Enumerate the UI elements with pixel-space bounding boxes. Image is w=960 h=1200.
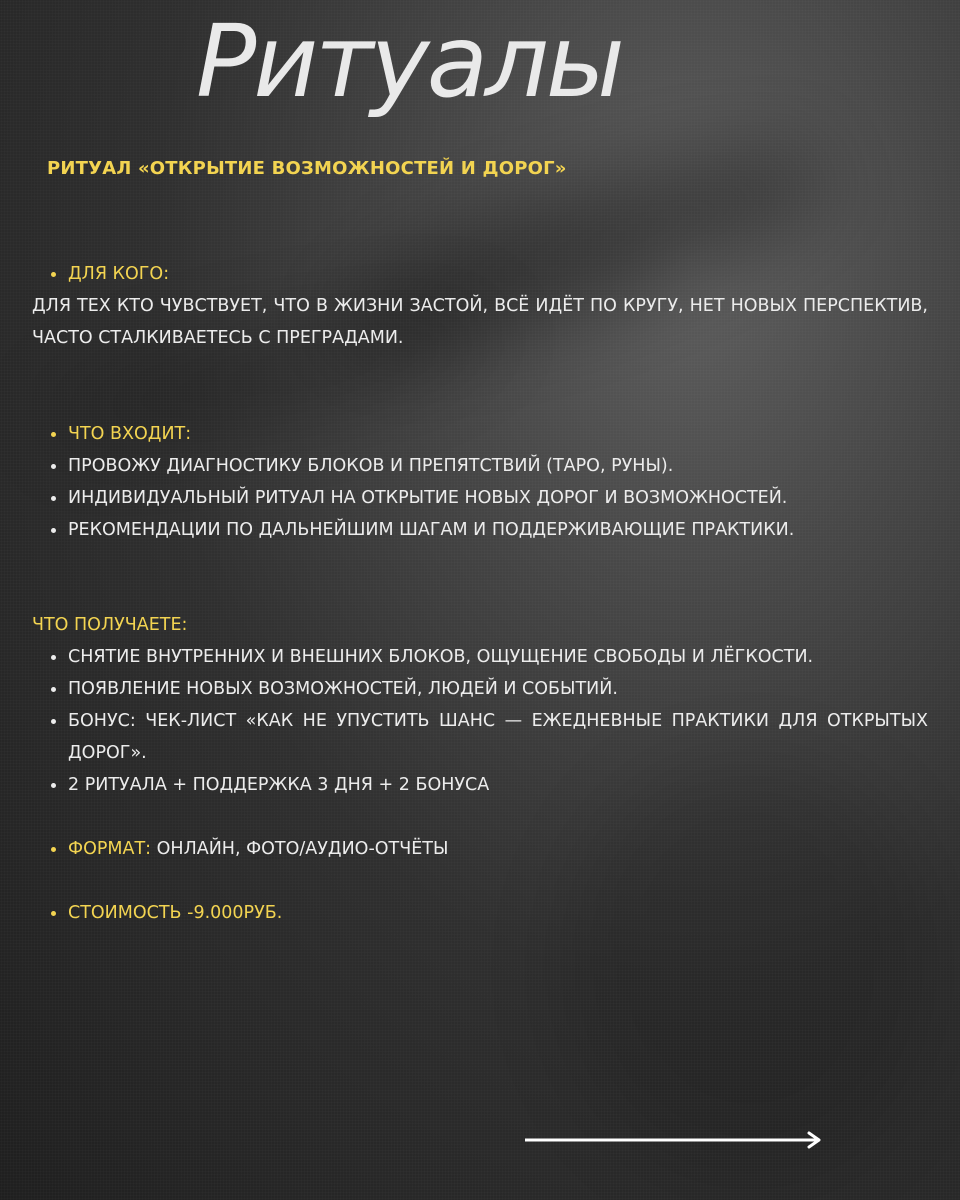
- for-whom-text: ДЛЯ ТЕХ КТО ЧУВСТВУЕТ, ЧТО В ЖИЗНИ ЗАСТОЙ, ВСЁ ИДЁТ ПО КРУГУ, НЕТ НОВЫХ ПЕРСПЕКТИВ, ЧАСТО СТАЛКИВАЕТЕСЬ С ПРЕГРАДАМИ.: [32, 296, 928, 348]
- format-line: [32, 833, 928, 865]
- results-heading: ЧТО ПОЛУЧАЕТЕ:: [32, 615, 188, 635]
- ritual-name: РИТУАЛ «ОТКРЫТИЕ ВОЗМОЖНОСТЕЙ И ДОРОГ»: [47, 158, 567, 179]
- results-item: БОНУС: ЧЕК-ЛИСТ «КАК НЕ УПУСТИТЬ ШАНС — ЕЖЕДНЕВНЫЕ ПРАКТИКИ ДЛЯ ОТКРЫТЫХ ДОРОГ».: [32, 705, 928, 769]
- for-whom-section: [32, 258, 928, 354]
- included-item: РЕКОМЕНДАЦИИ ПО ДАЛЬНЕЙШИМ ШАГАМ И ПОДДЕРЖИВАЮЩИЕ ПРАКТИКИ.: [32, 514, 928, 546]
- background-shadow: [560, 760, 940, 1180]
- format-section: [32, 833, 928, 865]
- results-item: 2 РИТУАЛА + ПОДДЕРЖКА 3 ДНЯ + 2 БОНУСА: [32, 769, 928, 801]
- price: СТОИМОСТЬ -9.000РУБ.: [32, 897, 928, 929]
- for-whom-heading: ДЛЯ КОГО:: [32, 258, 928, 290]
- included-heading: ЧТО ВХОДИТ:: [32, 418, 928, 450]
- results-section: [32, 609, 928, 801]
- results-item: ПОЯВЛЕНИЕ НОВЫХ ВОЗМОЖНОСТЕЙ, ЛЮДЕЙ И СОБЫТИЙ.: [32, 673, 928, 705]
- page-title: Ритуалы: [196, 3, 622, 120]
- arrow-right-icon[interactable]: [525, 1131, 825, 1149]
- included-item: ПРОВОЖУ ДИАГНОСТИКУ БЛОКОВ И ПРЕПЯТСТВИЙ (ТАРО, РУНЫ).: [32, 450, 928, 482]
- included-section: [32, 418, 928, 546]
- format-label: ФОРМАТ:: [68, 839, 152, 859]
- included-item: ИНДИВИДУАЛЬНЫЙ РИТУАЛ НА ОТКРЫТИЕ НОВЫХ ДОРОГ И ВОЗМОЖНОСТЕЙ.: [32, 482, 928, 514]
- price-section: [32, 897, 928, 929]
- results-item: СНЯТИЕ ВНУТРЕННИХ И ВНЕШНИХ БЛОКОВ, ОЩУЩЕНИЕ СВОБОДЫ И ЛЁГКОСТИ.: [32, 641, 928, 673]
- format-value: ОНЛАЙН, ФОТО/АУДИО-ОТЧЁТЫ: [156, 839, 449, 859]
